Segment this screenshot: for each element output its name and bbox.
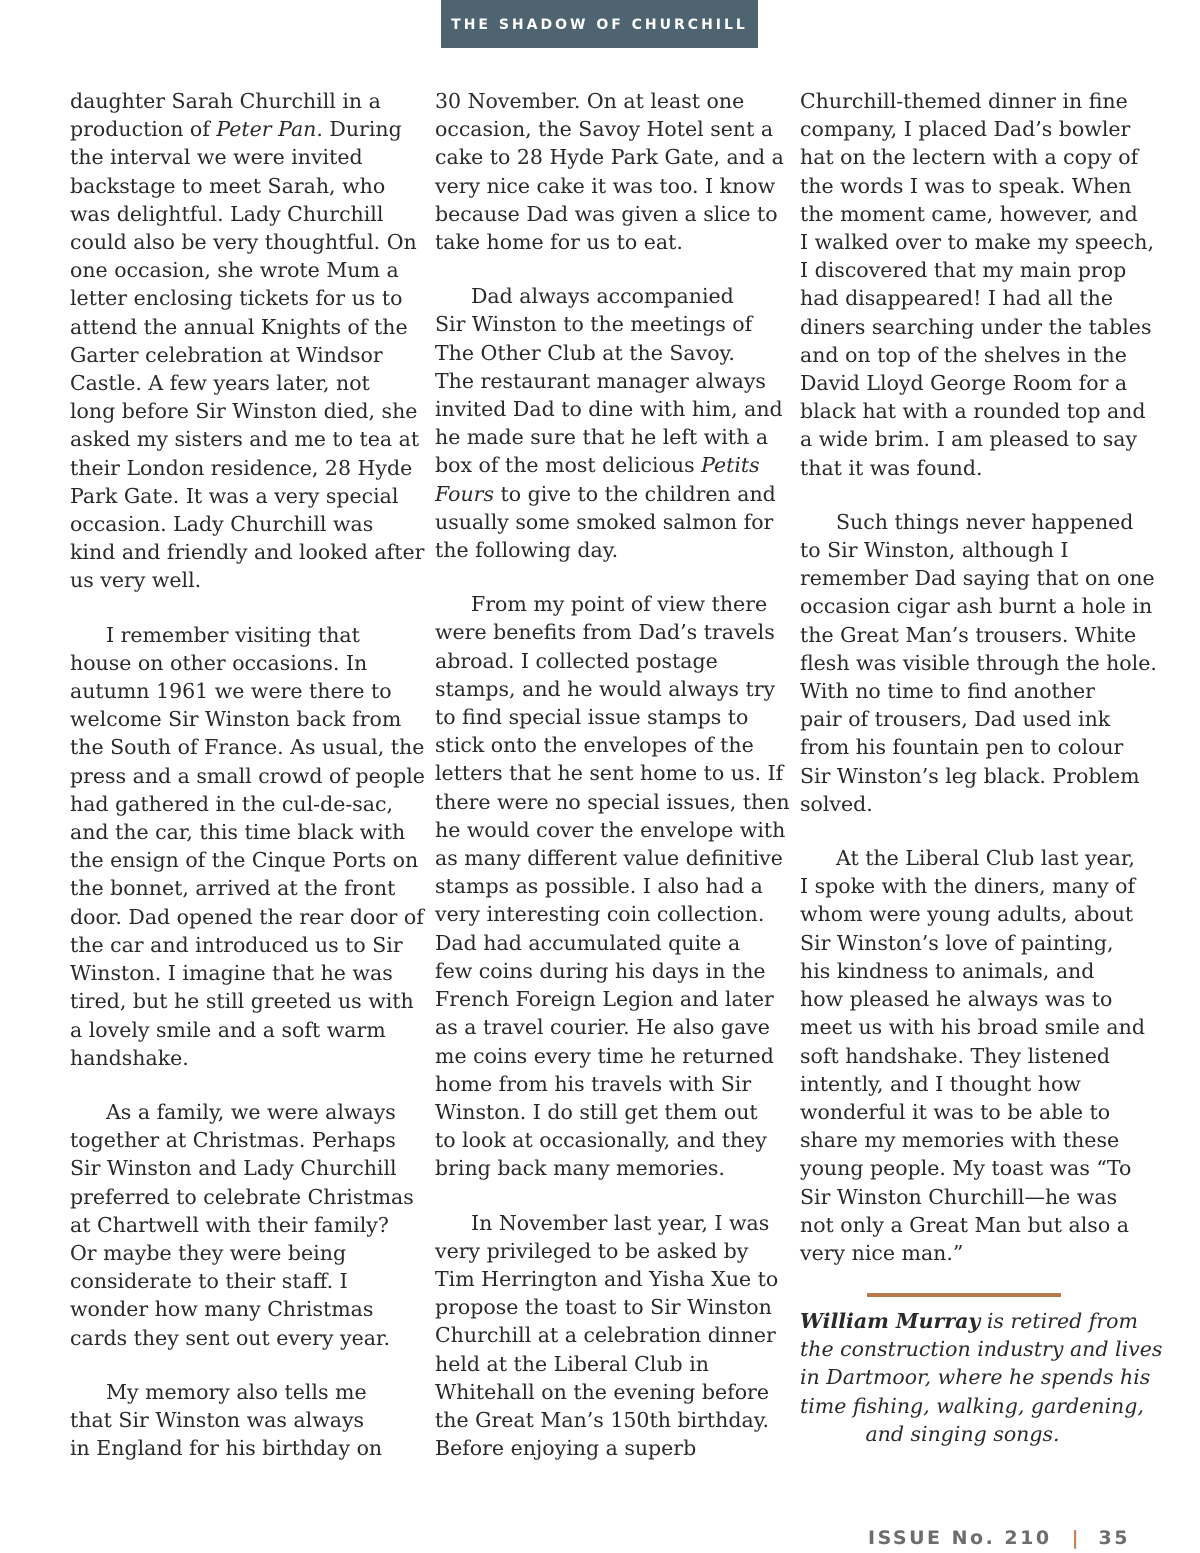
text-line: Or maybe they were being (70, 1240, 347, 1265)
text-line: handshake. (70, 1045, 189, 1070)
text-line: I remember visiting that (106, 622, 360, 647)
text-line: cards they sent out every year. (70, 1325, 390, 1350)
text-line: As a family, we were always (106, 1099, 396, 1124)
text-line: invited Dad to dine with him, and (435, 397, 783, 422)
bio-line: and singing songs. (865, 1421, 1060, 1446)
text-line: few coins during his days in the (435, 958, 766, 983)
paragraph (800, 87, 1154, 482)
paragraph-gap (435, 1183, 775, 1209)
text-line: occasion. Lady Churchill was (70, 512, 374, 537)
text-line: daughter Sarah Churchill in a (70, 89, 381, 113)
text-line: bring back many memories. (435, 1156, 725, 1181)
author-bio (800, 1307, 1163, 1448)
text-line: that it was found. (800, 455, 983, 480)
text-line: in England for his birthday on (70, 1436, 383, 1461)
paragraph (70, 621, 425, 1072)
text-line: usually some smoked salmon for (435, 509, 774, 534)
text-line: soft handshake. They listened (800, 1043, 1111, 1068)
text-line: Dad had accumulated quite a (435, 930, 741, 955)
italic-text: Petits (701, 453, 760, 478)
text-line: Castle. A few years later, not (70, 371, 370, 396)
text-line: The Other Club at the Savoy. (435, 340, 735, 365)
author-name: William Murray (800, 1309, 981, 1333)
text-line: long before Sir Winston died, she (70, 399, 418, 424)
text-segment: . During (316, 117, 402, 142)
text-line: pair of trousers, Dad used ink (800, 707, 1111, 732)
text-line: attend the annual Knights of the (70, 314, 408, 339)
paragraph-gap (70, 1072, 410, 1098)
text-line: I spoke with the diners, many of (800, 874, 1136, 899)
text-line: wonder how many Christmas (70, 1297, 374, 1322)
text-line: Winston. I imagine that he was (70, 961, 393, 986)
paragraph-gap (435, 564, 775, 590)
text-segment: box of the most delicious (435, 453, 702, 478)
column-3 (800, 87, 1157, 1267)
text-line: stamps as possible. I also had a (435, 874, 763, 899)
text-line: how pleased he always was to (800, 987, 1113, 1012)
text-line: intently, and I thought how (800, 1071, 1081, 1096)
text-line: company, I placed Dad’s bowler (800, 117, 1131, 142)
bio-line: in Dartmoor, where he spends his (800, 1365, 1151, 1390)
text-line: kind and friendly and looked after (70, 540, 425, 565)
text-line: the Great Man’s trousers. White (800, 622, 1137, 647)
text-line: had gathered in the cul-de-sac, (70, 791, 394, 816)
text-line: Sir Winston to the meetings of (435, 312, 753, 337)
text-line: tired, but he still greeted us with (70, 989, 414, 1014)
italic-text: Peter Pan (216, 117, 317, 142)
text-line: 30 November. On at least one (435, 89, 745, 113)
text-line: autumn 1961 we were there to (70, 679, 392, 704)
text-line: Churchill at a celebration dinner (435, 1323, 776, 1348)
text-line: Garter celebration at Windsor (70, 342, 383, 367)
text-line: At the Liberal Club last year, (836, 846, 1135, 871)
text-line: Dad always accompanied (471, 284, 734, 309)
text-line: backstage to meet Sarah, who (70, 173, 386, 198)
text-line: wonderful it was to be able to (800, 1099, 1111, 1124)
text-segment: is retired from (980, 1309, 1138, 1333)
text-line: flesh was visible through the hole. (800, 650, 1157, 675)
text-line: I discovered that my main prop (800, 258, 1127, 283)
text-line: considerate to their staff. I (70, 1269, 348, 1294)
text-line: very interesting coin collection. (435, 902, 765, 927)
text-line: Churchill-themed dinner in fine (800, 89, 1128, 113)
text-line: and the car, this time black with (70, 820, 406, 845)
text-line: press and a small crowd of people (70, 763, 425, 788)
text-line: remember Dad saying that on one (800, 566, 1155, 591)
text-line: the ensign of the Cinque Ports on (70, 848, 419, 873)
text-line: solved. (800, 791, 873, 816)
text-line: not only a Great Man but also a (800, 1212, 1129, 1237)
text-line: Sir Winston Churchill—he was (800, 1184, 1118, 1209)
text-line: very nice cake it was too. I know (435, 173, 776, 198)
page-footer (868, 1527, 1130, 1549)
paragraph (435, 1209, 779, 1463)
text-line: the moment came, however, and (800, 201, 1138, 226)
paragraph (800, 508, 1157, 818)
text-line: Sir Winston’s love of painting, (800, 930, 1114, 955)
text-line: black hat with a rounded top and (800, 399, 1146, 424)
page-number: 35 (1098, 1527, 1130, 1549)
section-header (441, 0, 758, 48)
text-line: the Great Man’s 150th birthday. (435, 1407, 770, 1432)
footer-separator: | (1071, 1527, 1079, 1549)
text-line: Park Gate. It was a very special (70, 483, 399, 508)
text-line: home from his travels with Sir (435, 1071, 752, 1096)
text-line: very nice man.” (800, 1240, 964, 1265)
text-line: Whitehall on the evening before (435, 1379, 769, 1404)
text-line: David Lloyd George Room for a (800, 371, 1128, 396)
text-line: door. Dad opened the rear door of (70, 904, 424, 929)
text-line: the car and introduced us to Sir (70, 932, 403, 957)
paragraph (800, 844, 1145, 1267)
text-line: My memory also tells me (106, 1379, 367, 1404)
text-line: occasion, the Savoy Hotel sent a (435, 117, 774, 142)
text-line: welcome Sir Winston back from (70, 707, 402, 732)
text-line: propose the toast to Sir Winston (435, 1295, 772, 1320)
paragraph-gap (70, 1352, 410, 1378)
text-line: as a travel courier. He also gave (435, 1015, 770, 1040)
text-line: at Chartwell with their family? (70, 1212, 389, 1237)
paragraph-gap (70, 595, 410, 621)
text-line: there were no special issues, then (435, 789, 790, 814)
column-2 (435, 87, 790, 1462)
paragraph-gap (435, 256, 775, 282)
text-line: very privileged to be asked by (435, 1238, 749, 1263)
text-line: take home for us to eat. (435, 230, 683, 255)
paragraph (435, 590, 790, 1182)
text-line: I walked over to make my speech, (800, 230, 1154, 255)
text-line: together at Christmas. Perhaps (70, 1128, 396, 1153)
text-line (435, 480, 775, 508)
text-line: from his fountain pen to colour (800, 735, 1124, 760)
text-line: Winston. I do still get them out (435, 1099, 758, 1124)
bio-divider (867, 1293, 1061, 1297)
text-line: their London residence, 28 Hyde (70, 455, 413, 480)
paragraph (70, 1378, 410, 1463)
text-line: house on other occasions. In (70, 650, 368, 675)
text-line: one occasion, she wrote Mum a (70, 258, 399, 283)
text-line: was delightful. Lady Churchill (70, 201, 384, 226)
text-segment: production of (70, 117, 217, 142)
text-line: as many different value definitive (435, 846, 783, 871)
text-line: his kindness to animals, and (800, 958, 1095, 983)
text-line: to find special issue stamps to (435, 705, 749, 730)
text-line: to Sir Winston, although I (800, 538, 1069, 563)
text-line: The restaurant manager always (435, 368, 766, 393)
text-line: From my point of view there (471, 592, 768, 617)
paragraph (70, 87, 425, 595)
text-line: With no time to find another (800, 679, 1095, 704)
text-line: a wide brim. I am pleased to say (800, 427, 1138, 452)
text-segment: to give to the children and (493, 481, 776, 506)
column-1 (70, 87, 425, 1462)
text-line: Sir Winston’s leg black. Problem (800, 763, 1140, 788)
text-line: occasion cigar ash burnt a hole in (800, 594, 1153, 619)
text-line: he made sure that he left with a (435, 425, 769, 450)
text-line: Before enjoying a superb (435, 1436, 697, 1461)
text-line: the bonnet, arrived at the front (70, 876, 396, 901)
bio-line: time fishing, walking, gardening, (800, 1393, 1144, 1418)
text-line: abroad. I collected postage (435, 648, 718, 673)
text-line: meet us with his broad smile and (800, 1015, 1145, 1040)
paragraph (435, 282, 783, 564)
text-line (435, 451, 775, 479)
text-line: letters that he sent home to us. If (435, 761, 784, 786)
text-line: a lovely smile and a soft warm (70, 1017, 386, 1042)
text-line: could also be very thoughtful. On (70, 230, 417, 255)
text-line: that Sir Winston was always (70, 1407, 365, 1432)
text-line: share my memories with these (800, 1128, 1120, 1153)
text-line: Tim Herrington and Yisha Xue to (435, 1266, 779, 1291)
text-line: letter enclosing tickets for us to (70, 286, 403, 311)
text-line: French Foreign Legion and later (435, 987, 774, 1012)
paragraph (70, 1098, 414, 1352)
text-line: because Dad was given a slice to (435, 201, 778, 226)
italic-text: Fours (435, 481, 494, 506)
text-line: diners searching under the tables (800, 314, 1152, 339)
text-line: the following day. (435, 538, 619, 563)
text-line: young people. My toast was “To (800, 1156, 1132, 1181)
text-line: me coins every time he returned (435, 1043, 774, 1068)
text-line: asked my sisters and me to tea at (70, 427, 420, 452)
text-line: to look at occasionally, and they (435, 1128, 767, 1153)
text-line: stick onto the envelopes of the (435, 733, 754, 758)
text-line: he would cover the envelope with (435, 817, 786, 842)
text-line: cake to 28 Hyde Park Gate, and a (435, 145, 784, 170)
text-line: the words I was to speak. When (800, 173, 1132, 198)
text-line: stamps, and he would always try (435, 676, 776, 701)
section-title: THE SHADOW OF CHURCHILL (451, 17, 748, 33)
paragraph-gap (800, 482, 1140, 508)
text-line: us very well. (70, 568, 202, 593)
issue-number: ISSUE No. 210 (868, 1527, 1052, 1549)
text-line: hat on the lectern with a copy of (800, 145, 1139, 170)
text-line: were benefits from Dad’s travels (435, 620, 775, 645)
text-line: had disappeared! I had all the (800, 286, 1113, 311)
text-line: preferred to celebrate Christmas (70, 1184, 414, 1209)
text-line: In November last year, I was (471, 1210, 770, 1235)
bio-line: the construction industry and lives (800, 1337, 1163, 1362)
text-line: the interval we were invited (70, 145, 363, 170)
text-line: Such things never happened (836, 509, 1134, 534)
paragraph (435, 87, 784, 256)
text-line: held at the Liberal Club in (435, 1351, 709, 1376)
text-line: the South of France. As usual, the (70, 735, 425, 760)
text-line: whom were young adults, about (800, 902, 1134, 927)
text-line: Sir Winston and Lady Churchill (70, 1156, 397, 1181)
bio-line (800, 1307, 1138, 1335)
text-line (70, 115, 410, 143)
text-line: and on top of the shelves in the (800, 342, 1127, 367)
paragraph-gap (800, 818, 1140, 844)
